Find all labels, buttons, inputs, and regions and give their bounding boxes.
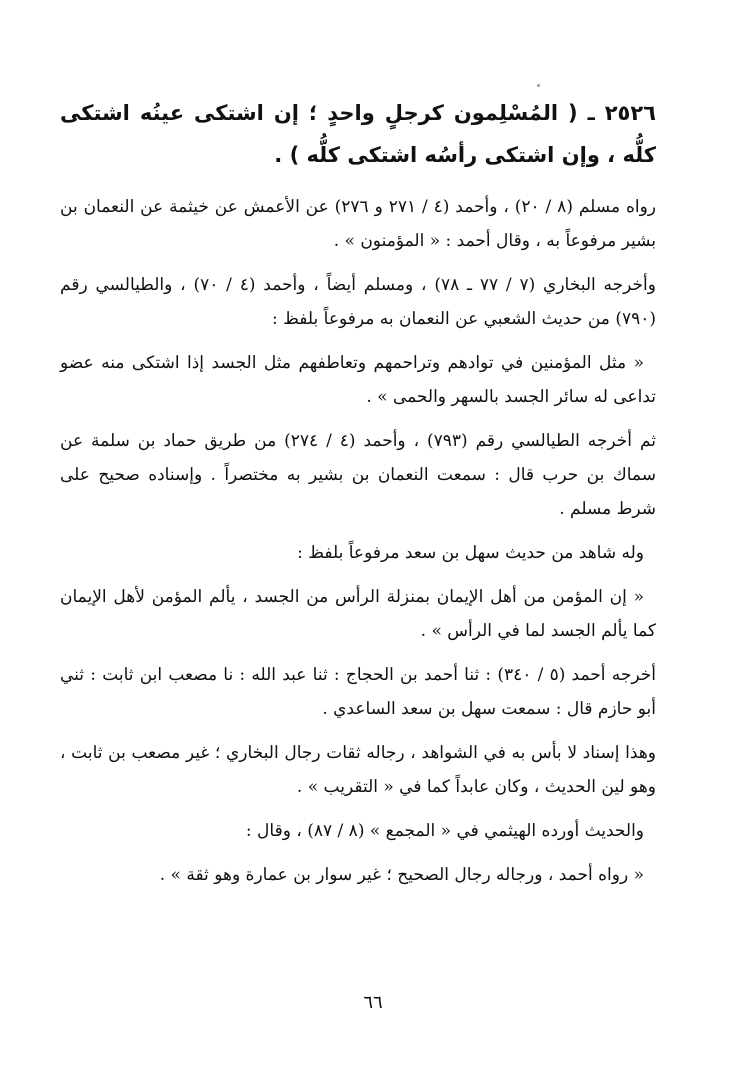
paragraph-shahid-intro: وله شاهد من حديث سهل بن سعد مرفوعاً بلفظ :: [297, 543, 644, 563]
paragraph-quote-sahl: « إن المؤمن من أهل الإيمان بمنزلة الرأس من الجسد ، يألم المؤمن لأهل الإيمان كما يألم الجسد لما في الرأس » .: [60, 587, 656, 641]
paragraph-takhrij-tayalisi: ثم أخرجه الطيالسي رقم (٧٩٣) ، وأحمد (٤ / ٢٧٤) من طريق حماد بن سلمة عن سماك بن حرب قال : سمعت النعمان بن بشير به مختصراً . وإسناده صحيح على شرط مسلم .: [60, 431, 656, 519]
paragraph-takhrij-bukhari: وأخرجه البخاري (٧ / ٧٧ ـ ٧٨) ، ومسلم أيضاً ، وأحمد (٤ / ٧٠) ، والطيالسي رقم (٧٩٠) من حديث الشعبي عن النعمان به مرفوعاً بلفظ :: [60, 275, 656, 329]
scan-speck: [537, 84, 540, 87]
paragraph-isnad-note: وهذا إسناد لا بأس به في الشواهد ، رجاله ثقات رجال البخاري ؛ غير مصعب بن ثابت ، وهو لين الحديث ، وكان عابداً كما في « التقريب » .: [60, 743, 656, 797]
paragraph-quote-mathal: « مثل المؤمنين في توادهم وتراحمهم وتعاطفهم مثل الجسد إذا اشتكى منه عضو تداعى له سائر الجسد بالسهر والحمى » .: [60, 353, 656, 407]
paragraph-takhrij-ahmad: أخرجه أحمد (٥ / ٣٤٠) : ثنا أحمد بن الحجاج : ثنا عبد الله : نا مصعب ابن ثابت : ثني أبو حازم قال : سمعت سهل بن سعد الساعدي .: [60, 665, 656, 719]
hadith-heading: ٢٥٢٦ ـ ( المُسْلِمون كرجلٍ واحدٍ ؛ إن اشتكى عينُه اشتكى كلُّه ، وإن اشتكى رأسُه اشتكى كلُّه ) .: [60, 101, 656, 167]
paragraph-takhrij-muslim: رواه مسلم (٨ / ٢٠) ، وأحمد (٤ / ٢٧١ و ٢٧٦) عن الأعمش عن خيثمة عن النعمان بن بشير مرفوعاً به ، وقال أحمد : « المؤمنون » .: [60, 197, 656, 251]
book-page-text: [60, 92, 656, 902]
page-number: ٦٦: [363, 992, 383, 1013]
paragraph-quote-haythami: « رواه أحمد ، ورجاله رجال الصحيح ؛ غير سوار بن عمارة وهو ثقة » .: [159, 865, 644, 885]
paragraph-haythami: والحديث أورده الهيثمي في « المجمع » (٨ / ٨٧) ، وقال :: [245, 821, 644, 841]
